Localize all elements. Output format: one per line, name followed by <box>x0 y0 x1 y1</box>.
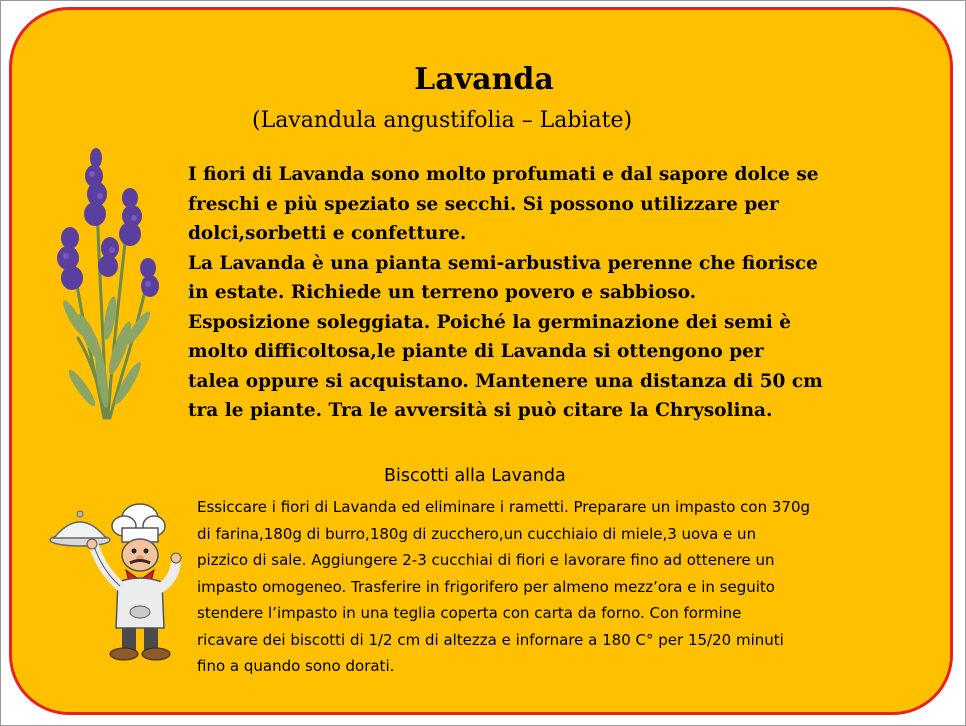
description-line: Esposizione soleggiata. Poiché la germinazione dei semi è <box>188 311 791 333</box>
recipe-line: impasto omogeneo. Trasferire in frigorifero per almeno mezz’ora e in seguito <box>197 577 775 596</box>
description-line: La Lavanda è una pianta semi-arbustiva perenne che fiorisce <box>188 252 818 274</box>
description-line: talea oppure si acquistano. Mantenere una distanza di 50 cm <box>188 370 823 392</box>
description-line: I fiori di Lavanda sono molto profumati e dal sapore dolce se <box>188 164 819 185</box>
chef-image <box>42 500 192 665</box>
lavender-plant-image <box>50 138 162 423</box>
description-line: tra le piante. Tra le avversità si può citare la Chrysolina. <box>188 400 773 421</box>
page-title: Lavanda <box>414 62 554 97</box>
recipe-line: stendere l’impasto in una teglia coperta con carta da forno. Con formine <box>197 604 742 622</box>
recipe-line: pizzico di sale. Aggiungere 2-3 cucchiai di fiori e lavorare fino ad ottenere un <box>197 551 775 569</box>
recipe-line: ricavare dei biscotti di 1/2 cm di altezza e infornare a 180 C° per 15/20 minuti <box>197 630 784 649</box>
recipe-line: di farina,180g di burro,180g di zucchero,un cucchiaio di miele,3 uova e un <box>197 524 757 543</box>
description-line: molto difficoltosa,le piante di Lavanda si ottengono per <box>188 341 764 362</box>
recipe-line: fino a quando sono dorati. <box>197 657 395 675</box>
recipe-line: Essiccare i fiori di Lavanda ed eliminare i rametti. Preparare un impasto con 370g <box>197 498 811 516</box>
content-card <box>9 7 953 715</box>
description-text <box>188 160 908 426</box>
description-line: in estate. Richiede un terreno povero e sabbioso. <box>188 282 697 303</box>
recipe-title: Biscotti alla Lavanda <box>384 466 566 486</box>
page-subtitle: (Lavandula angustifolia – Labiate) <box>252 108 633 133</box>
description-line: freschi e più speziato se secchi. Si possono utilizzare per <box>188 193 779 215</box>
description-line: dolci,sorbetti e confetture. <box>188 223 467 244</box>
recipe-text <box>197 494 937 680</box>
